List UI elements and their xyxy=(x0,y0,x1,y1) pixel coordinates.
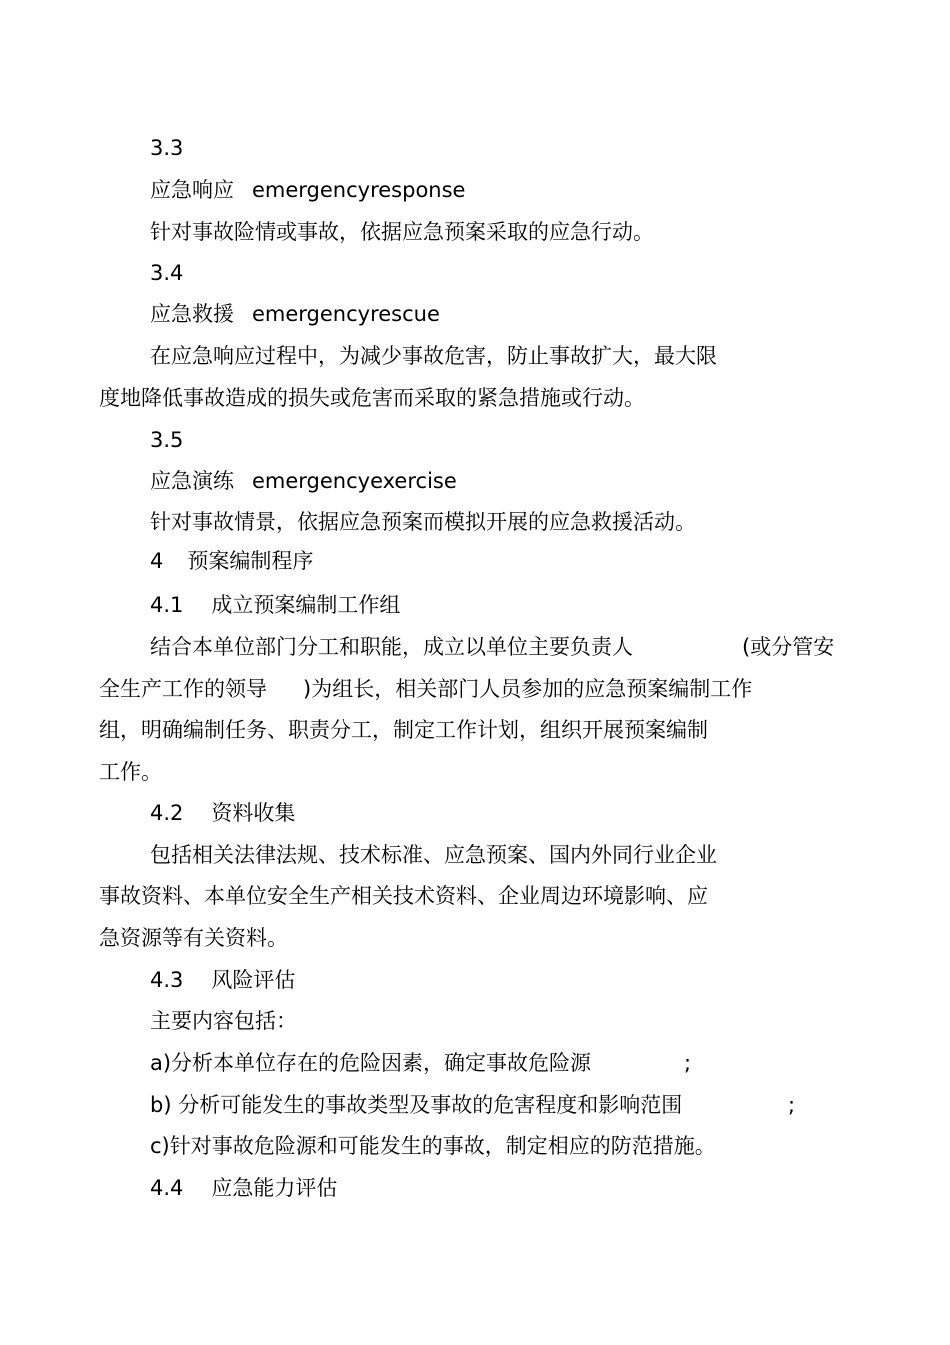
section-3-4-definition-line-1: 在应急响应过程中，为减少事故危害，防止事故扩大，最大限 xyxy=(150,344,717,368)
section-3-3-term xyxy=(150,176,465,204)
heading-title: 应急能力评估 xyxy=(211,1176,338,1200)
section-4-3-item-b: b) 分析可能发生的事故类型及事故的危害程度和影响范围 ; xyxy=(150,1093,796,1117)
section-4-2-paragraph-line-1: 包括相关法律法规、技术标准、应急预案、国内外同行业企业 xyxy=(150,843,717,867)
section-3-4-number: 3.4 xyxy=(150,261,184,285)
section-3-4-term xyxy=(150,300,440,328)
section-4-1-paragraph-line-2: 全生产工作的领导 )为组长，相关部门人员参加的应急预案编制工作 xyxy=(99,677,753,701)
heading-title: 成立预案编制工作组 xyxy=(211,593,401,617)
section-3-5-number: 3.5 xyxy=(150,428,184,452)
section-4-1-heading xyxy=(150,591,400,619)
term-zh: 应急响应 xyxy=(150,178,234,202)
section-3-3-definition: 针对事故险情或事故，依据应急预案采取的应急行动。 xyxy=(150,220,654,244)
term-en: emergencyrescue xyxy=(252,302,440,326)
term-zh: 应急救援 xyxy=(150,302,234,326)
heading-number: 4 xyxy=(150,549,164,573)
heading-number: 4.1 xyxy=(150,593,184,617)
section-4-2-heading xyxy=(150,799,295,827)
section-4-3-heading xyxy=(150,966,295,994)
heading-number: 4.2 xyxy=(150,801,184,825)
section-4-3-intro: 主要内容包括： xyxy=(150,1009,297,1033)
section-4-1-paragraph-line-3: 组，明确编制任务、职责分工，制定工作计划，组织开展预案编制 xyxy=(99,718,708,742)
heading-title: 资料收集 xyxy=(211,801,296,825)
section-4-heading xyxy=(150,547,313,575)
section-3-5-definition: 针对事故情景，依据应急预案而模拟开展的应急救援活动。 xyxy=(150,510,696,534)
section-4-3-item-a: a)分析本单位存在的危险因素，确定事故危险源 ; xyxy=(150,1051,692,1075)
section-4-2-paragraph-line-2: 事故资料、本单位安全生产相关技术资料、企业周边环境影响、应 xyxy=(99,884,708,908)
section-4-1-paragraph-line-1: 结合本单位部门分工和职能，成立以单位主要负责人 (或分管安 xyxy=(150,635,835,659)
term-zh: 应急演练 xyxy=(150,469,234,493)
heading-title: 预案编制程序 xyxy=(187,549,314,573)
section-4-2-paragraph-line-3: 急资源等有关资料。 xyxy=(99,926,288,950)
section-3-4-definition-line-2: 度地降低事故造成的损失或危害而采取的紧急措施或行动。 xyxy=(99,386,645,410)
heading-title: 风险评估 xyxy=(211,968,296,992)
heading-number: 4.3 xyxy=(150,968,184,992)
heading-number: 4.4 xyxy=(150,1176,184,1200)
section-4-4-heading xyxy=(150,1174,337,1202)
section-3-3-number: 3.3 xyxy=(150,136,184,160)
section-3-5-term xyxy=(150,467,457,495)
term-en: emergencyresponse xyxy=(252,178,466,202)
term-en: emergencyexercise xyxy=(252,469,457,493)
section-4-1-paragraph-line-4: 工作。 xyxy=(99,760,162,784)
section-4-3-item-c: c)针对事故危险源和可能发生的事故，制定相应的防范措施。 xyxy=(150,1134,716,1158)
